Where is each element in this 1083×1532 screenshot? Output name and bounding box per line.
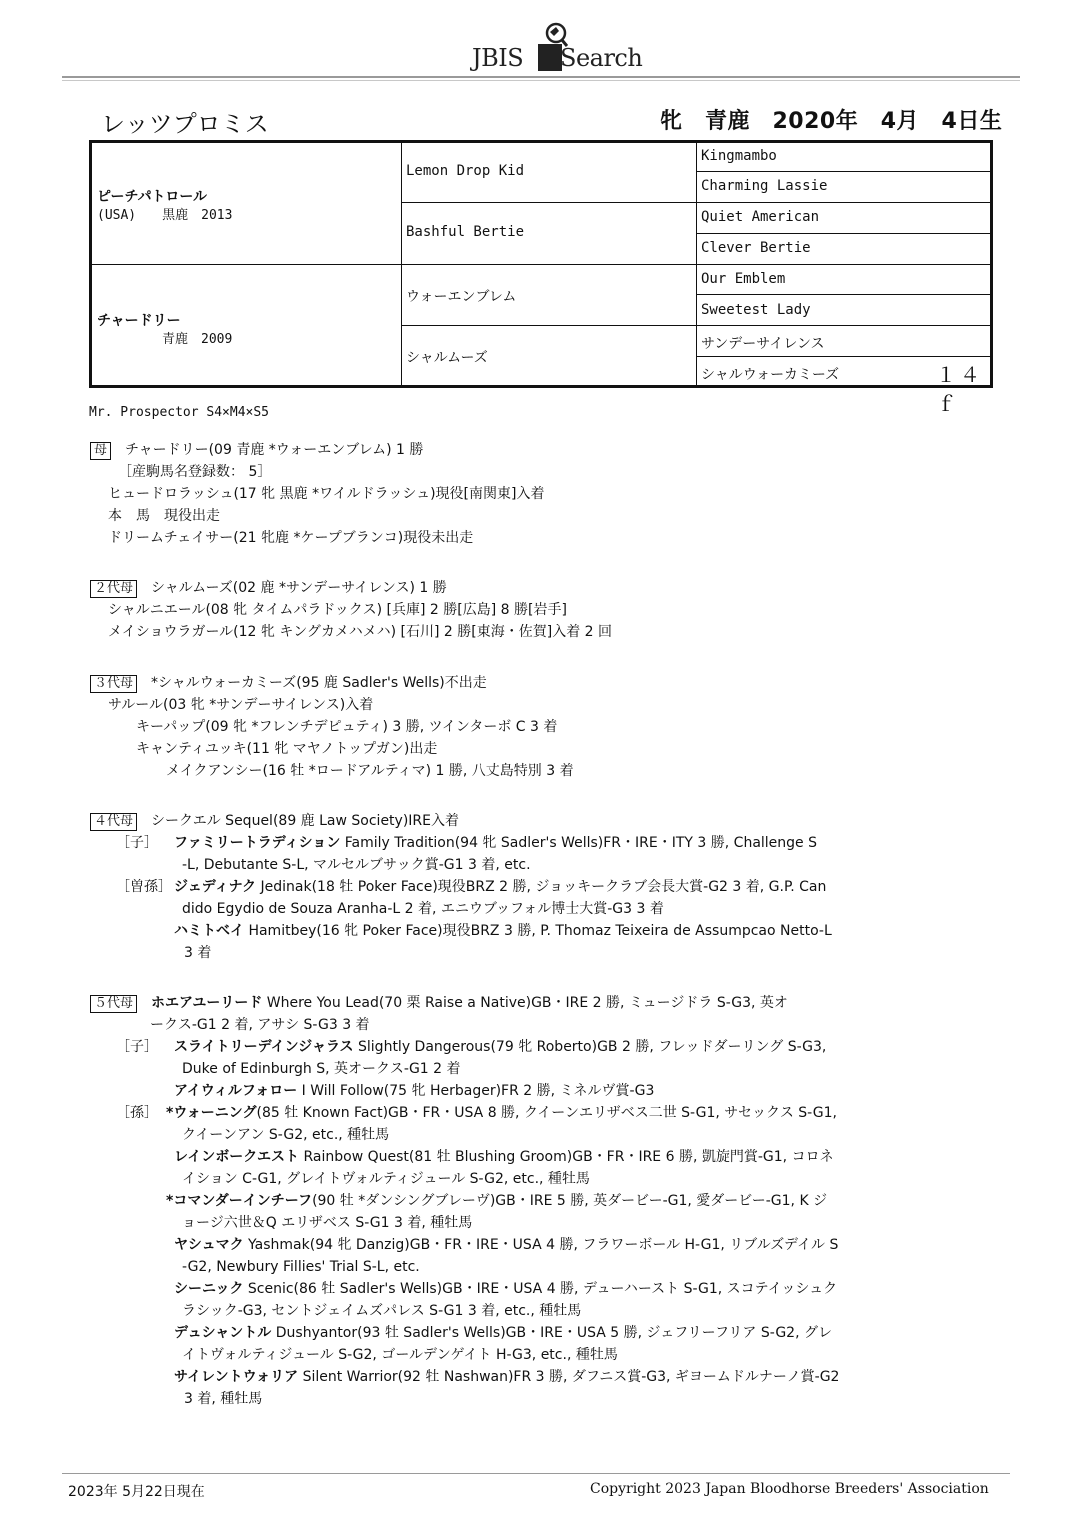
list-item: ヒュードロラッシュ(17 牝 黒鹿 *ワイルドラッシュ)現役[南関東]入着	[108, 486, 545, 502]
section-dam: 母 チャードリー(09 青鹿 *ウォーエンブレム) 1 勝	[90, 440, 423, 460]
section-2nd-dam: ２代母 シャルムーズ(02 鹿 *サンデーサイレンス) 1 勝	[90, 578, 447, 598]
section-4th-dam: ４代母 シークエル Sequel(89 鹿 Law Society)IRE入着	[90, 811, 459, 831]
footer-copyright: Copyright 2023 Japan Bloodhorse Breeders' Association	[590, 1481, 989, 1497]
logo-text-search: Search	[560, 44, 643, 72]
sire-sire: Lemon Drop Kid	[406, 163, 525, 179]
list-item: 本 馬 現役出走	[108, 508, 220, 524]
relation-label: ［子］	[116, 835, 158, 851]
ped-gen3-8: シャルウォーカミーズ	[701, 367, 840, 383]
section-label-5th-dam: ５代母	[90, 995, 137, 1013]
list-item-continued: クイーンアン S-G2, etc., 種牡馬	[182, 1127, 390, 1143]
list-item: ファミリートラディション Family Tradition(94 牝 Sadler's Wells)FR・IRE・ITY 3 勝, Challenge S	[174, 835, 818, 851]
ped-gen3-1: Kingmambo	[701, 148, 777, 164]
list-item: シーニック Scenic(86 牡 Sadler's Wells)GB・IRE・USA 4 勝, デューハースト S-G1, スコテイッシュク	[174, 1281, 838, 1297]
list-item: *ウォーニング(85 牡 Known Fact)GB・FR・USA 8 勝, クイーンエリザベス二世 S-G1, サセックス S-G1,	[166, 1105, 837, 1121]
section-5th-dam: ５代母 ホエアユーリード Where You Lead(70 栗 Raise a Native)GB・IRE 2 勝, ミュージドラ S-G3, 英オ	[90, 993, 788, 1013]
ped-gen3-3: Quiet American	[701, 209, 820, 225]
sire-origin-color-year: (USA) 黒鹿 2013	[97, 208, 233, 223]
footer-rule	[62, 1473, 1010, 1474]
section-label-2nd-dam: ２代母	[90, 580, 137, 598]
ped-gen3-5: Our Emblem	[701, 271, 786, 287]
list-item: アイウィルフォロー I Will Follow(75 牝 Herbager)FR 2 勝, ミネルヴ賞-G3	[174, 1083, 655, 1099]
list-item-continued: ョージ六世＆Q エリザベス S-G1 3 着, 種牡馬	[182, 1215, 473, 1231]
list-item: シャルニエール(08 牝 タイムパラドックス) [兵庫] 2 勝[広島] 8 勝[岩手]	[108, 602, 567, 618]
sire-dam: Bashful Bertie	[406, 224, 525, 240]
list-item-continued: ークス-G1 2 着, アサシ S-G3 3 着	[150, 1017, 370, 1033]
list-item-continued: dido Egydio de Souza Aranha-L 2 着, エニウブッフォル博士大賞-G3 3 着	[182, 901, 664, 917]
dam-color-year: 青鹿 2009	[97, 332, 233, 347]
list-item-continued: ラシック-G3, セントジェイムズパレス S-G1 3 着, etc., 種牡馬	[182, 1303, 582, 1319]
ped-gen3-6: Sweetest Lady	[701, 302, 811, 318]
dam-name: チャードリー	[97, 313, 181, 329]
family-number: １４ｆ	[936, 363, 984, 416]
list-item: キャンティユッキ(11 牝 マヤノトップガン)出走	[136, 741, 438, 757]
ped-gen3-7: サンデーサイレンス	[701, 336, 825, 352]
list-item: キーパップ(09 牝 *フレンチデピュティ) 3 勝, ツインターボ C 3 着	[136, 719, 558, 735]
list-item: スライトリーデインジャラス Slightly Dangerous(79 牝 Roberto)GB 2 勝, フレッドダーリング S-G3,	[174, 1039, 827, 1055]
list-item: ドリームチェイサー(21 牝鹿 *ケープブランコ)現役未出走	[108, 530, 474, 546]
horse-name: レッツプロミス	[101, 110, 269, 138]
list-item-continued: -L, Debutante S-L, マルセルブサック賞-G1 3 着, etc.	[182, 857, 531, 873]
section-label-4th-dam: ４代母	[90, 813, 137, 831]
list-item: レインボークエスト Rainbow Quest(81 牡 Blushing Groom)GB・FR・IRE 6 勝, 凱旋門賞-G1, コロネ	[174, 1149, 834, 1165]
relation-label: ［孫］	[116, 1105, 158, 1121]
footer-date: 2023年 5月22日現在	[68, 1484, 205, 1500]
ped-gen3-4: Clever Bertie	[701, 240, 811, 256]
header-rule	[62, 76, 1020, 78]
list-item-continued: イトヴォルティジュール S-G2, ゴールデンゲイト H-G3, etc., 種牡馬	[182, 1347, 618, 1363]
section-label-3rd-dam: ３代母	[90, 675, 137, 693]
list-item: メイクアンシー(16 牡 *ロードアルティマ) 1 勝, 八丈島特別 3 着	[166, 763, 574, 779]
list-item: サルール(03 牝 *サンデーサイレンス)入着	[108, 697, 374, 713]
dam-dam: シャルムーズ	[406, 350, 488, 366]
list-item-continued: イション C-G1, グレイトヴォルティジュール S-G2, etc., 種牡馬	[182, 1171, 590, 1187]
list-item-continued: Duke of Edinburgh S, 英オークス-G1 2 着	[182, 1061, 461, 1077]
list-item-continued: -G2, Newbury Fillies' Trial S-L, etc.	[182, 1259, 420, 1275]
relation-label: ［曽孫］	[116, 879, 172, 895]
jbis-search-logo[interactable]	[466, 16, 643, 72]
section-label-dam: 母	[90, 442, 111, 460]
dam-sire: ウォーエンブレム	[406, 289, 517, 305]
ped-gen3-2: Charming Lassie	[701, 178, 828, 194]
list-item-continued: 3 着	[184, 945, 212, 961]
list-item: サイレントウォリア Silent Warrior(92 牡 Nashwan)FR 3 勝, ダフニス賞-G3, ギヨームドルナーノ賞-G2	[174, 1369, 840, 1385]
list-item: *コマンダーインチーフ(90 牡 *ダンシングブレーヴ)GB・IRE 5 勝, 英ダービー-G1, 愛ダービー-G1, K ジ	[166, 1193, 828, 1209]
list-item: メイショウラガール(12 牝 キングカメハメハ) [石川] 2 勝[東海・佐賀]入着 2 回	[108, 624, 613, 640]
list-item: ハミトベイ Hamitbey(16 牝 Poker Face)現役BRZ 3 勝, P. Thomaz Teixeira de Assumpcao Netto-L	[174, 923, 832, 939]
list-item: ヤシュマク Yashmak(94 牝 Danzig)GB・FR・IRE・USA 4 勝, フラワーボール H-G1, リブルズデイル S	[174, 1237, 839, 1253]
horse-sex-color-birthdate: 牝 青鹿 2020年 4月 4日生	[660, 109, 1003, 134]
list-item-continued: 3 着, 種牡馬	[184, 1391, 263, 1407]
inbreeding-note: Mr. Prospector S4×M4×S5	[89, 405, 270, 420]
logo-text-jbis: JBIS	[472, 44, 524, 72]
list-item: ［産駒馬名登録数： 5］	[118, 464, 272, 480]
list-item: ジェディナク Jedinak(18 牡 Poker Face)現役BRZ 2 勝, ジョッキークラブ会長大賞-G2 3 着, G.P. Can	[174, 879, 827, 895]
sire-name: ピーチパトロール	[97, 189, 208, 205]
section-3rd-dam: ３代母 *シャルウォーカミーズ(95 鹿 Sadler's Wells)不出走	[90, 673, 487, 693]
header-rule-thin	[62, 80, 1020, 81]
list-item: デュシャントル Dushyantor(93 牡 Sadler's Wells)GB・IRE・USA 5 勝, ジェフリーフリア S-G2, グレ	[174, 1325, 832, 1341]
relation-label: ［子］	[116, 1039, 158, 1055]
